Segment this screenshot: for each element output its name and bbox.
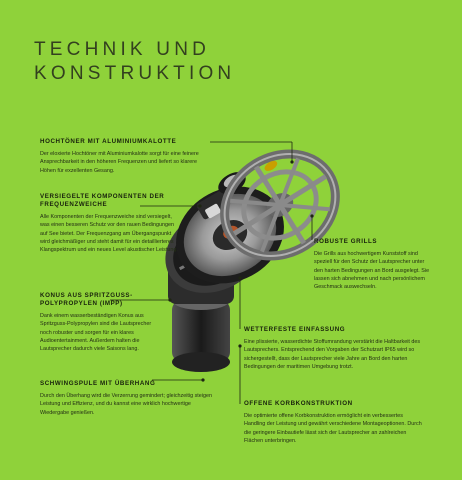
title-line-2: KONSTRUKTION	[34, 63, 236, 84]
section-konus	[40, 292, 158, 353]
section-grills	[314, 238, 434, 291]
heading-frequenzweiche: VERSIEGELTE KOMPONENTEN DER FREQUENZWEICHE	[40, 193, 165, 208]
body-schwingspule: Durch den Überhang wird die Verzerrung gemindert; gleichzeitig steigen Leistung und Effizienz, und du kannst eine wirklich hochwertige Wiedergabe genießen.	[40, 393, 212, 416]
section-korbkonstruktion	[244, 400, 424, 445]
heading-einfassung: WETTERFESTE EINFASSUNG	[244, 326, 346, 333]
section-einfassung	[244, 326, 440, 371]
section-schwingspule	[40, 380, 212, 417]
section-hochtoener	[40, 138, 212, 175]
heading-konus: KONUS AUS SPRITZGUSS-POLYPROPYLEN (IMPP)	[40, 292, 133, 307]
body-konus: Dank einem wasserbeständigen Konus aus Spritzguss-Polypropylen sind die Lautsprecher noch robuster und sorgen für ein klares Audioentertainment. Außerdem halten die Lautsprecher dadurch viele Saisons lang.	[40, 313, 152, 353]
heading-hochtoener: HOCHTÖNER MIT ALUMINIUMKALOTTE	[40, 138, 177, 145]
body-frequenzweiche: Alle Komponenten der Frequenzweiche sind versiegelt, was einen besseren Schutz vor den rauen Bedingungen auf See bietet. Der Frequenzgang am Übergangspunkt wird gleichmäßiger und steht damit für ein detaillierteres Klangspektrum und ein neues Level akustischer Leistung.	[40, 214, 178, 254]
section-frequenzweiche	[40, 193, 178, 254]
body-grills: Die Grills aus hochwertigem Kunststoff sind speziell für den Schutz der Lautsprecher unter den harten Bedingungen an Bord ausgelegt. Sie lassen sich abnehmen und nach persönlichem Geschmack auswechseln.	[314, 251, 430, 291]
heading-korbkonstruktion: OFFENE KORBKONSTRUKTION	[244, 400, 353, 407]
title-line-1: TECHNIK UND	[34, 39, 211, 60]
body-korbkonstruktion: Die optimierte offene Korbkonstruktion ermöglicht ein verbessertes Handling der Leistung und gewährt verschiedene Montageoptionen. Durch die geringere Einbautiefe lässt sich der Lautsprecher an zahlreichen Flächen unterbringen.	[244, 413, 422, 444]
heading-schwingspule: SCHWINGSPULE MIT ÜBERHANG	[40, 380, 156, 387]
body-einfassung: Eine plissierte, wasserdichte Stoffumrandung verstärkt die Haltbarkeit des Lautsprechers. Entsprechend den Vorgaben der Schutzart IP65 wird so sichergestellt, dass der Lautsprecher viele Jahre an Bord den harten Bedingungen der maritimen Umgebung trotzt.	[244, 339, 421, 370]
heading-grills: ROBUSTE GRILLS	[314, 238, 378, 245]
body-hochtoener: Der eloxierte Hochtöner mit Aluminiumkalotte sorgt für eine feinere Ansprechbarkeit in den höheren Frequenzen und liefert so klarere Höhen für exzellenten Gesang.	[40, 151, 199, 174]
